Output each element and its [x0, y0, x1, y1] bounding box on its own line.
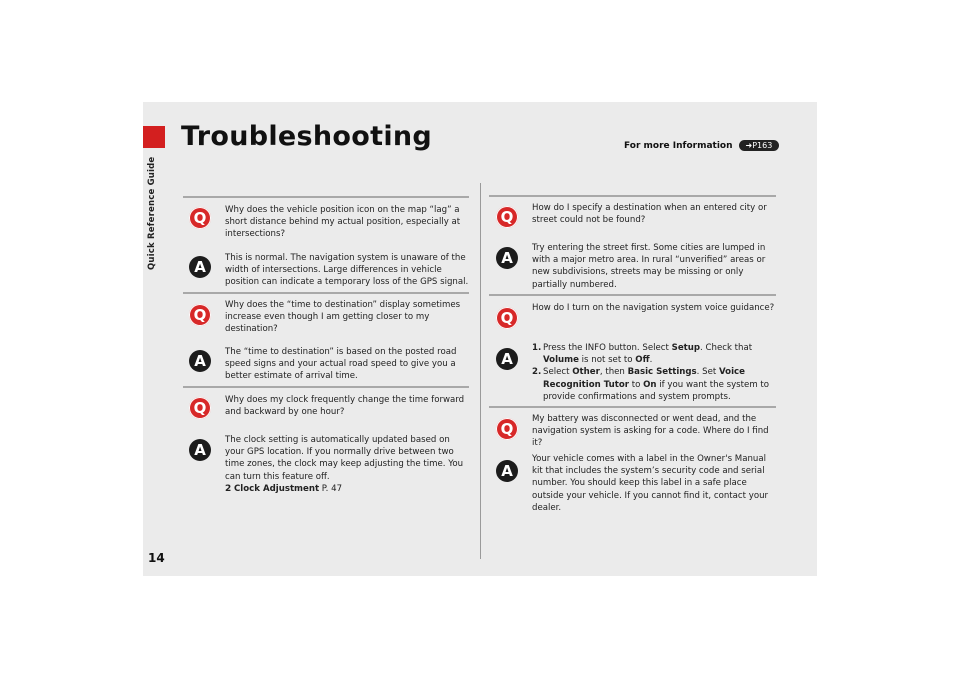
step-number: 2.	[532, 367, 542, 378]
reference-page: P. 47	[319, 483, 343, 494]
qa-divider	[489, 195, 776, 197]
menu-term: Setup	[671, 343, 701, 353]
answer-steps	[532, 342, 772, 403]
step-text: . Check that	[700, 343, 753, 353]
question-text: How do I turn on the navigation system voice guidance?	[532, 303, 775, 313]
step-text: if you want the system to provide confirmations and system prompts.	[543, 379, 770, 402]
side-label-text: Quick Reference Guide	[147, 156, 157, 270]
menu-term: On	[643, 379, 657, 390]
answer-block	[225, 434, 469, 495]
step-text: to	[629, 379, 644, 390]
question-icon: Q	[496, 307, 518, 329]
question-icon: Q	[189, 397, 211, 419]
qa-divider	[183, 292, 469, 294]
page-ref-text: P163	[752, 141, 773, 150]
page-ref-badge[interactable]	[739, 140, 780, 151]
answer-icon: A	[496, 460, 518, 482]
question-icon: Q	[496, 418, 518, 440]
answer-icon: A	[496, 348, 518, 370]
question-icon: Q	[189, 304, 211, 326]
answer-text: This is normal. The navigation system is unaware of the width of intersections. Large differences in vehicle position can indicate a temporary loss of the GPS signal.	[225, 253, 469, 288]
step-number: 1.	[532, 343, 542, 353]
step-item	[532, 342, 772, 366]
menu-term: Basic Settings	[627, 367, 697, 378]
question-icon: Q	[189, 207, 211, 229]
question-text: Why does the vehicle position icon on the map “lag” a short distance behind my actual position, especially at intersections?	[225, 205, 461, 240]
reference-arrow-icon: 2	[225, 483, 232, 494]
cross-reference-link[interactable]	[225, 483, 469, 495]
menu-term: Other	[572, 367, 600, 378]
step-text: , then	[599, 367, 628, 378]
answer-text: Your vehicle comes with a label in the Owner's Manual kit that includes the system’s security code and serial number. You should keep this label in a safe place outside your vehicle. If you cannot find it, contact your dealer.	[532, 454, 769, 513]
page-title: Troubleshooting	[181, 121, 433, 152]
answer-icon: A	[189, 256, 211, 278]
page-number: 14	[148, 551, 165, 565]
more-info-label: For more Information	[624, 140, 733, 151]
step-text: Select	[543, 367, 573, 378]
answer-icon: A	[189, 439, 211, 461]
question-text: How do I specify a destination when an entered city or street could not be found?	[532, 203, 767, 226]
menu-term: Voice Recognition Tutor	[543, 367, 745, 390]
more-info-link[interactable]	[624, 140, 779, 151]
qa-divider	[489, 406, 776, 408]
step-text: . Set	[696, 367, 719, 378]
answer-text: The clock setting is automatically updated based on your GPS location. If you normally drive between two time zones, the clock may keep adjusting the time. You can turn this feature off.	[225, 435, 464, 482]
question-text: Why does my clock frequently change the time forward and backward by one hour?	[225, 395, 465, 418]
reference-label: Clock Adjustment	[234, 483, 320, 494]
section-tab-marker	[143, 126, 165, 148]
menu-term: Off	[635, 355, 650, 366]
side-section-label	[147, 152, 161, 282]
step-text: is not set to	[578, 355, 636, 366]
question-text: Why does the “time to destination” display sometimes increase even though I am getting closer to my destination?	[225, 300, 461, 335]
step-text: .	[649, 355, 653, 366]
answer-text: Try entering the street first. Some cities are lumped in with a major metro area. In rural “unverified” areas or new subdivisions, streets may be missing or only partially numbered.	[532, 243, 766, 290]
qa-divider	[183, 386, 469, 388]
qa-divider	[183, 196, 469, 198]
answer-icon: A	[496, 247, 518, 269]
question-text: My battery was disconnected or went dead, and the navigation system is asking for a code. Where do I find it?	[532, 414, 769, 449]
answer-text: The “time to destination” is based on the posted road speed signs and your actual road speed to give you a better estimate of arrival time.	[225, 347, 457, 382]
answer-icon: A	[189, 350, 211, 372]
question-icon: Q	[496, 206, 518, 228]
column-divider	[480, 183, 481, 559]
qa-divider	[489, 294, 776, 296]
arrow-right-icon: ➜	[745, 141, 753, 150]
menu-term: Volume	[543, 355, 579, 366]
step-text: Press the INFO button. Select	[543, 343, 672, 353]
step-item	[532, 366, 772, 403]
